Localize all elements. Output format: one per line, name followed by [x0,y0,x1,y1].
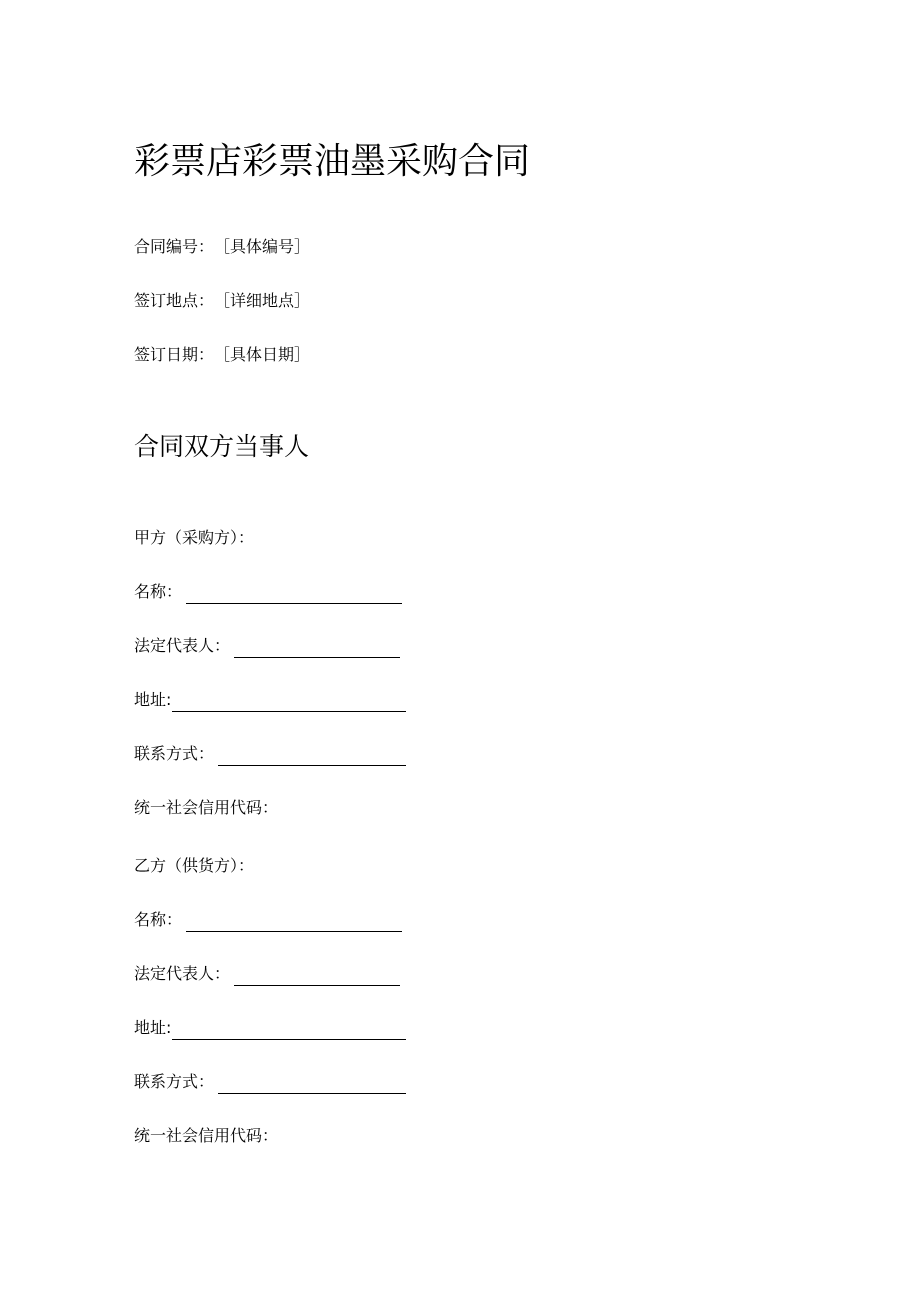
contract-number-line [134,235,310,259]
party-b-contact-line [134,1070,406,1094]
party-b-address-line [134,1016,406,1040]
party-a-address-line [134,688,406,712]
party-b-contact-blank[interactable] [218,1076,406,1094]
party-b-address-label: 地址: [134,1018,172,1037]
party-a-contact-blank[interactable] [218,748,406,766]
party-a-contact-line [134,742,406,766]
signing-place-line [134,289,310,313]
party-a-address-blank[interactable] [172,694,406,712]
party-a-heading [134,526,254,550]
party-a-representative-label: 法定代表人： [134,636,231,655]
signing-place-value: ［详细地点］ [214,291,311,310]
party-b-representative-line [134,962,400,986]
section-heading-parties: 合同双方当事人 [134,432,310,461]
party-b-name-label: 名称： [134,910,183,929]
party-a-address-label: 地址: [134,690,172,709]
party-a-representative-blank[interactable] [234,640,400,658]
signing-date-line [134,343,310,367]
signing-date-value: ［具体日期］ [214,345,311,364]
party-a-name-line [134,580,402,604]
signing-date-label: 签订日期： [134,345,215,364]
contract-number-value: ［具体编号］ [214,237,311,256]
party-a-credit-code-label: 统一社会信用代码： [134,798,279,817]
party-b-heading [134,854,254,878]
party-b-heading-text: 乙方（供货方）： [134,856,255,875]
document-title: 彩票店彩票油墨采购合同 [134,141,531,182]
party-b-address-blank[interactable] [172,1022,406,1040]
party-b-name-blank[interactable] [186,914,402,932]
party-b-contact-label: 联系方式： [134,1072,215,1091]
party-a-contact-label: 联系方式： [134,744,215,763]
party-a-name-blank[interactable] [186,586,402,604]
party-a-heading-text: 甲方（采购方）： [134,528,255,547]
party-b-credit-code-label: 统一社会信用代码： [134,1126,279,1145]
party-a-name-label: 名称： [134,582,183,601]
party-a-representative-line [134,634,400,658]
party-a-credit-code-line [134,796,278,820]
signing-place-label: 签订地点： [134,291,215,310]
party-b-credit-code-line [134,1124,278,1148]
party-b-name-line [134,908,402,932]
party-b-representative-label: 法定代表人： [134,964,231,983]
contract-number-label: 合同编号： [134,237,215,256]
party-b-representative-blank[interactable] [234,968,400,986]
